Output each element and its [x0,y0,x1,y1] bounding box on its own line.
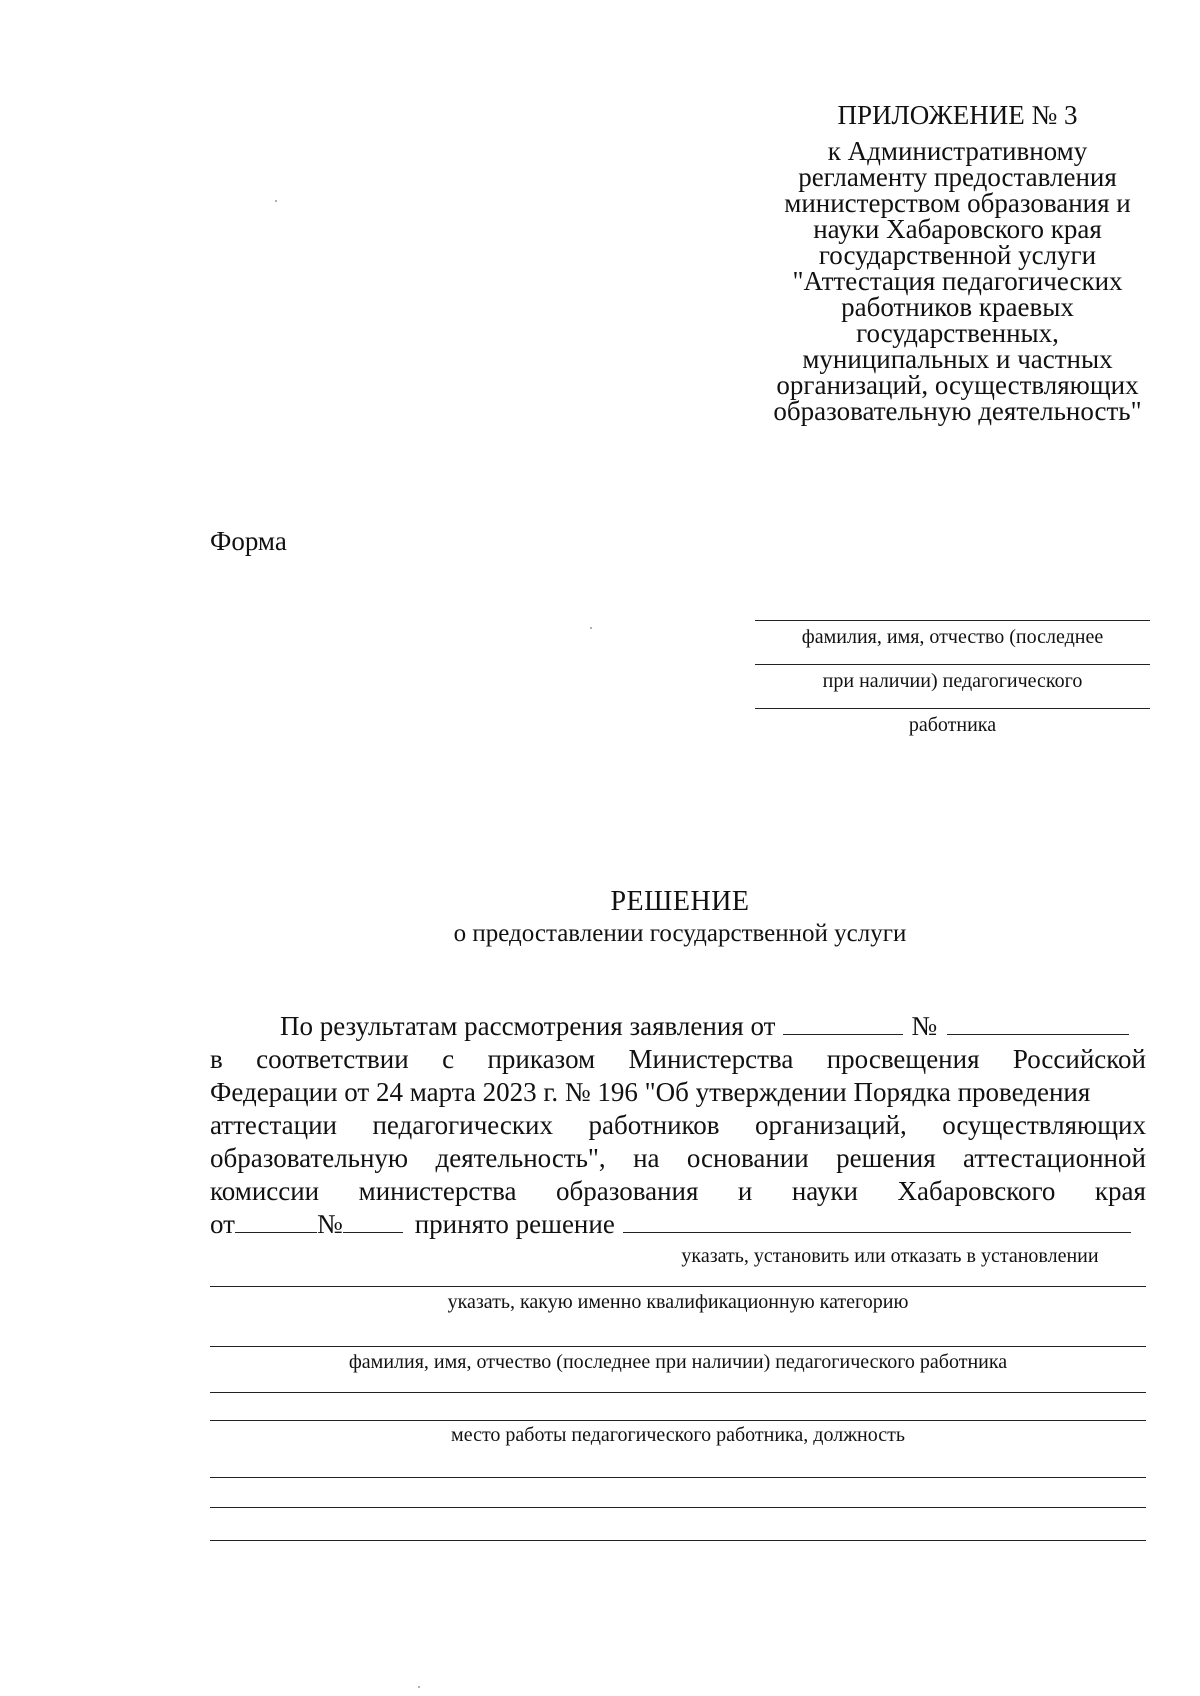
decision-type-field[interactable] [623,1208,1131,1233]
word: образования [555,1176,699,1206]
scan-speck [590,627,592,629]
body-line-1-text: По результатам рассмотрения заявления от [280,1011,776,1041]
word: соответствии [256,1044,409,1074]
word: образовательную [210,1143,409,1173]
word: Хабаровского [897,1176,1056,1206]
body-line-1 [210,1010,1146,1043]
appendix-text: к Административному регламенту предоставления министерством образования и науки Хабаровского края государственной услуги "Аттестация педагогических работников краевых государственных, муниципальных и частных организаций, осуществляющих образовательную деятельность" [773,136,1142,426]
body-line-7 [210,1208,1146,1241]
commission-date-field[interactable] [235,1208,317,1233]
commission-number-field[interactable] [343,1208,403,1233]
commission-date-prefix: от [210,1209,235,1239]
scan-speck [418,1686,420,1688]
body-line-3 [210,1076,1146,1109]
decision-type-caption: указать, установить или отказать в установлении [681,1245,1099,1267]
word: решения [836,1143,936,1173]
word: в [210,1044,223,1074]
full-name-caption: фамилия, имя, отчество (последнее при наличии) педагогического работника [348,1351,1008,1373]
recipient-caption-2: при наличии) педагогического [822,670,1083,692]
appendix-title: ПРИЛОЖЕНИЕ № 3 [837,100,1078,130]
commission-number-sign: № [316,1209,343,1239]
word: аттестации [210,1110,337,1140]
body-line-6 [210,1175,1146,1208]
word: педагогических [372,1110,553,1140]
word: науки [791,1176,858,1206]
word: министерства [358,1176,517,1206]
word: на [633,1143,660,1173]
word: с [442,1044,455,1074]
decision-subtitle: о предоставлении государственной услуги [453,920,907,947]
word: и [737,1176,753,1206]
recipient-caption-1: фамилия, имя, отчество (последнее [801,626,1104,648]
recipient-name-line-3[interactable] [755,708,1150,709]
recipient-caption-3: работника [908,714,997,736]
recipient-name-line-2[interactable] [755,664,1150,665]
word: осуществляющих [942,1110,1146,1140]
workplace-line[interactable] [210,1420,1146,1421]
decision-body [210,1010,1146,1241]
scan-speck [275,200,277,202]
decision-title: РЕШЕНИЕ [610,886,750,917]
extra-line-2[interactable] [210,1477,1146,1478]
decision-made-text: принято решение [414,1209,615,1239]
application-number-field[interactable] [947,1010,1129,1035]
extra-line-4[interactable] [210,1540,1146,1541]
category-line[interactable] [210,1286,1146,1287]
word: просвещения [826,1044,980,1074]
recipient-block [755,620,1150,736]
body-line-3-text: Федерации от 24 марта 2023 г. № 196 "Об утверждении Порядка проведения [210,1077,1091,1107]
full-name-line[interactable] [210,1346,1146,1347]
recipient-name-line-1[interactable] [755,620,1150,621]
body-line-2 [210,1043,1146,1076]
word: края [1094,1176,1146,1206]
body-line-5 [210,1142,1146,1175]
form-label: Форма [210,526,287,556]
category-caption: указать, какую именно квалификационную категорию [447,1291,909,1313]
application-date-field[interactable] [783,1010,903,1035]
word: Министерства [628,1044,794,1074]
application-number-sign: № [911,1011,938,1041]
word: Российской [1012,1044,1146,1074]
extra-line-3[interactable] [210,1507,1146,1508]
body-line-4 [210,1109,1146,1142]
word: основании [686,1143,809,1173]
workplace-caption: место работы педагогического работника, должность [451,1424,905,1446]
appendix-block [760,102,1155,424]
word: работников [588,1110,720,1140]
word: комиссии [210,1176,320,1206]
word: деятельность", [435,1143,606,1173]
word: аттестационной [963,1143,1146,1173]
extra-line-1[interactable] [210,1392,1146,1393]
word: организаций, [755,1110,907,1140]
word: приказом [487,1044,596,1074]
